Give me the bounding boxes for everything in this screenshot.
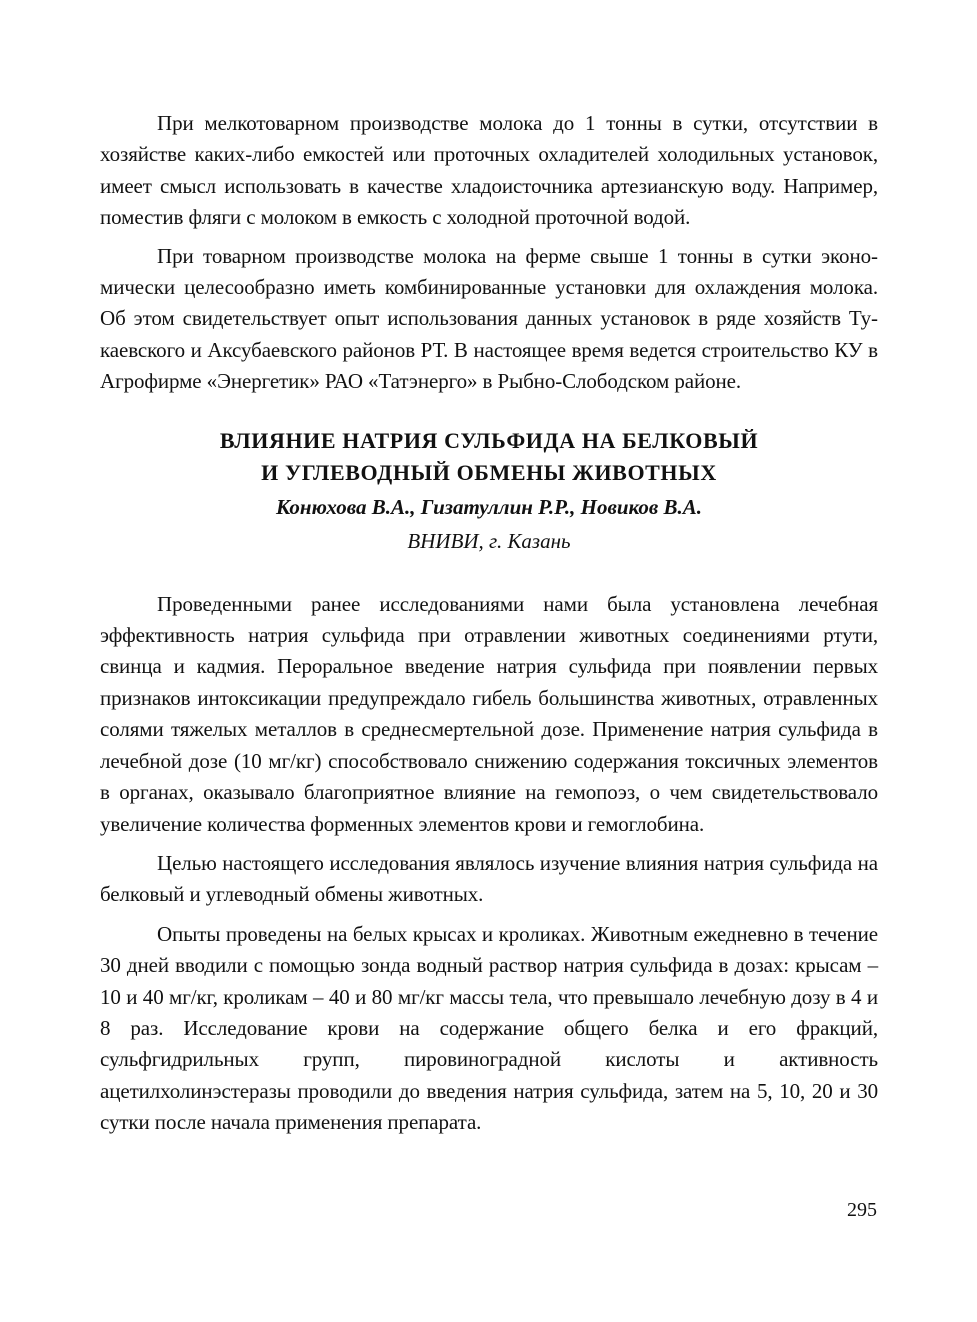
page-number: 295 bbox=[847, 1199, 877, 1221]
article-title-line-1: ВЛИЯНИЕ НАТРИЯ СУЛЬФИДА НА БЕЛКОВЫЙ bbox=[219, 427, 759, 453]
page-content bbox=[100, 108, 878, 1139]
article-paragraph-1: Проведенными ранее исследованиями нами была установлена лечебная эффективность натрия сульфида при отравлении животных соединениями ртути, свинца и кадмия. Пероральное введение натрия сульфида при появлении первых признаков интоксикации предупреждало гибель большинства животных, отравленных солями тяжелых металлов в среднесмертельной дозе. Применение натрия сульфида в лечебной дозе (10 мг/кг) способствовало снижению содержания токсичных элементов в органах, оказывало благоприятное влияние на гемопоэз, о чем свидетельствовало увеличение количества форменных элементов крови и гемоглобина. bbox=[100, 591, 878, 836]
article-paragraph-3: Опыты проведены на белых крысах и кроликах. Животным ежедневно в течение 30 дней вводили с помощью зонда водный раствор натрия сульфида в дозах: крысам – 10 и 40 мг/кг, кроликам – 40 и 80 мг/кг массы тела, что превышало лечебную дозу в 4 и 8 раз. Исследование крови на содержание общего белка и его фракций, сульфгидрильных групп, пировиноградной кислоты и активность ацетилхолинэстеразы проводили до введения натрия сульфида, затем на 5, 10, 20 и 30 сутки после начала применения препарата. bbox=[100, 921, 878, 1135]
article-affiliation: ВНИВИ, г. Казань bbox=[407, 528, 571, 553]
article-authors: Конюхова В.А., Гизатуллин Р.Р., Новиков В.А. bbox=[275, 494, 703, 519]
article-title bbox=[100, 425, 878, 489]
intro-paragraph-2: При товарном производстве молока на ферме свыше 1 тонны в сутки экономически целесообразно иметь комбинированные установки для охлаждения молока. Об этом свидетельствует опыт использования данных установок в ряде хозяйств Тукаевского и Аксубаевского районов РТ. В настоящее время ведется строительство КУ в Агрофирме «Энергетик» РАО «Татэнерго» в Рыбно-Слободском районе. bbox=[100, 243, 878, 394]
article-title-line-2: И УГЛЕВОДНЫЙ ОБМЕНЫ ЖИВОТНЫХ bbox=[261, 459, 717, 485]
article-paragraph-2: Целью настоящего исследования являлось изучение влияния натрия сульфида на белковый и углеводный обмены животных. bbox=[100, 850, 878, 907]
intro-paragraph-1: При мелкотоварном производстве молока до 1 тонны в сутки, отсутствии в хозяйстве каких-либо емкостей или проточных охладителей холодильных установок, имеет смысл использовать в качестве хладоисточника артезианскую воду. Например, поместив фляги с молоком в емкость с холодной проточной водой. bbox=[100, 111, 878, 230]
